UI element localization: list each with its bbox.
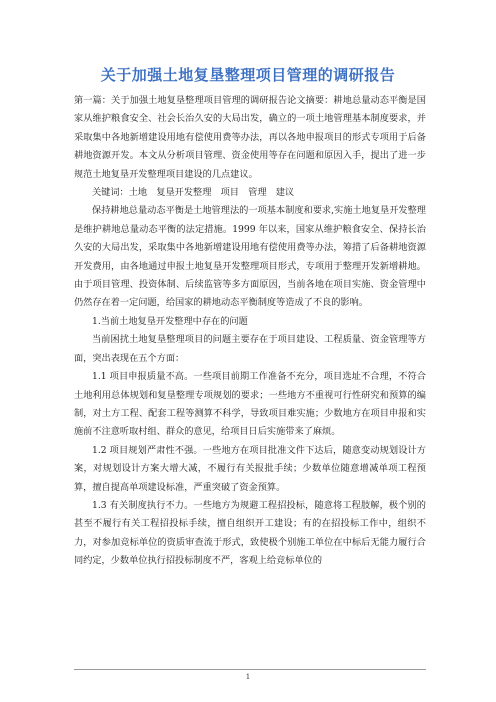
page-number: 1 (245, 673, 251, 681)
subsection-1-2-paragraph: 1.2 项目规划严肃性不强。一些地方在项目批准文件下达后，随意变动规划设计方案，对规划设计方案大增大减，不履行有关报批手续；少数单位随意增减单项工程预算，擅自提高单项建设标准，严重突破了资金预算。 (74, 444, 426, 493)
document-body (74, 92, 426, 571)
footer-divider (74, 669, 426, 670)
intro-paragraph: 保持耕地总量动态平衡是土地管理法的一项基本制度和要求,实施土地复垦开发整理是维护耕地总量动态平衡的法定措施。1999 年以来，国家从维护粮食安全、保持长治久安的大局出发，采取集中各地新增建设用地有偿使用费等办法，筹措了后备耕地资源开发费用，由各地通过申报土地复垦开发整理项目形式，专项用于整理开发新增耕地。由于项目管理、投资体制、后续监管等多方面原因，当前各地在项目实施、资金管理中仍然存在着一定问题，给国家的耕地动态平衡制度等造成了不良的影响。 (74, 205, 426, 309)
subsection-1-1-paragraph: 1.1 项目申报质量不高。一些项目前期工作准备不充分，项目选址不合理，不符合土地利用总体规划和复垦整理专项规划的要求；一些地方不重视可行性研究和预算的编制，对土方工程、配套工程等测算不科学，导致项目难实施；少数地方在项目申报和实施前不注意听取村组、群众的意见，给项目日后实施带来了麻烦。 (74, 371, 426, 438)
section-heading: 1.当前土地复垦开发整理中存在的问题 (92, 315, 248, 327)
abstract-paragraph: 第一篇：关于加强土地复垦整理项目管理的调研报告论文摘要：耕地总量动态平衡是国家从维护粮食安全、社会长治久安的大局出发，确立的一项土地管理基本制度要求，并采取集中各地新增建设用地有偿使用费等办法，再以各地申报项目的形式专项用于后备耕地资源开发。本文从分析项目管理、资金使用等存在问题和原因入手，提出了进一步规范土地复垦开发整理项目建设的几点建议。 (74, 95, 426, 180)
document-title: 关于加强土地复垦整理项目管理的调研报告 (100, 66, 396, 84)
section-intro-paragraph: 当前困扰土地复垦整理项目的问题主要存在于项目建设、工程质量、资金管理等方面，突出表现在五个方面： (74, 334, 426, 364)
keywords-line: 关键词：土地 复垦开发整理 项目 管理 建议 (92, 187, 295, 199)
subsection-1-3-paragraph: 1.3 有关制度执行不力。一些地方为规避工程招投标，随意将工程肢解，极个别的甚至不履行有关工程招投标手续，擅自组织开工建设；有的在招投标工作中，组织不力，对参加竞标单位的资质审查流于形式，致使极个别施工单位在中标后无能力履行合同约定，少数单位执行招投标制度不严，客观上给竞标单位的 (74, 499, 426, 567)
